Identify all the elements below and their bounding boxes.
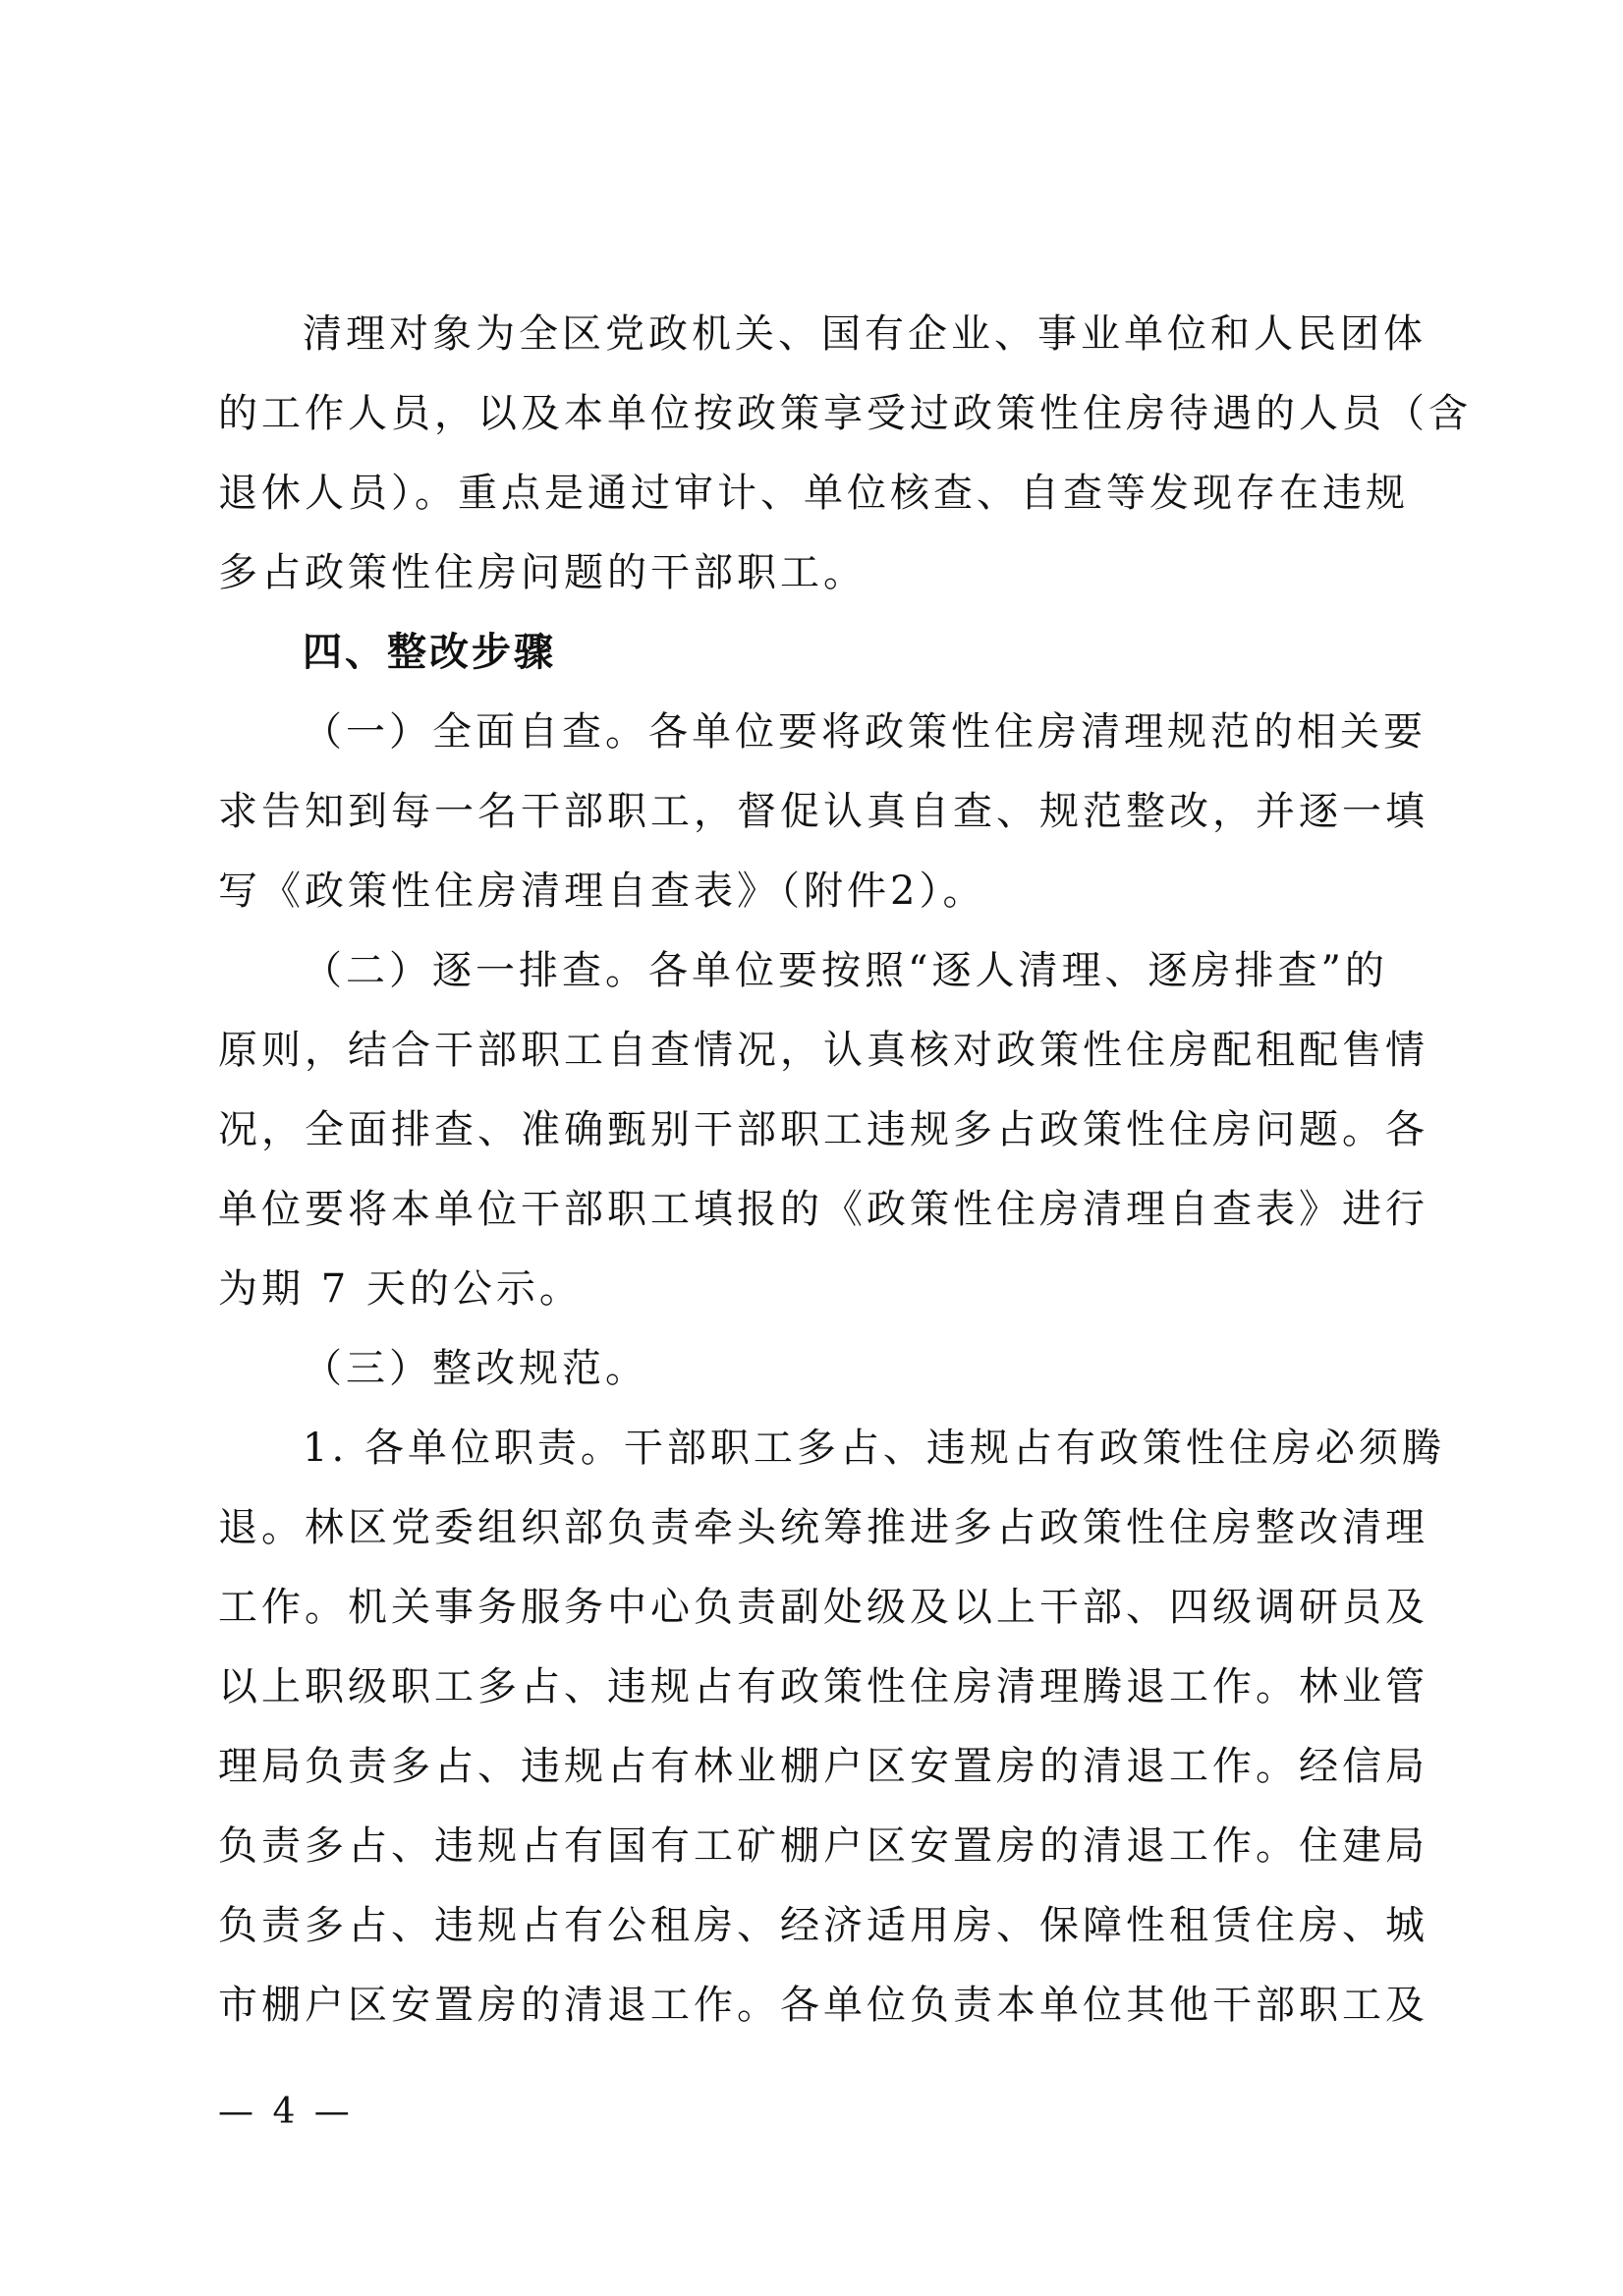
paragraph-line: 理局负责多占、违规占有林业棚户区安置房的清退工作。经信局 — [218, 1744, 1428, 1789]
paragraph-line: 写《政策性住房清理自查表》（附件2）。 — [218, 868, 986, 914]
paragraph-line: 单位要将本单位干部职工填报的《政策性住房清理自查表》进行 — [218, 1187, 1428, 1232]
paragraph-line: （一）全面自查。各单位要将政策性住房清理规范的相关要 — [303, 709, 1427, 755]
paragraph-line: 以上职级职工多占、违规占有政策性住房清理腾退工作。林业管 — [218, 1664, 1428, 1709]
paragraph-line: 市棚户区安置房的清退工作。各单位负责本单位其他干部职工及 — [218, 1983, 1428, 2028]
paragraph-line: 负责多占、违规占有国有工矿棚户区安置房的清退工作。住建局 — [218, 1823, 1428, 1869]
section-heading: 四、整改步骤 — [303, 630, 556, 675]
paragraph-line: 清理对象为全区党政机关、国有企业、事业单位和人民团体 — [303, 311, 1427, 357]
paragraph-line: 多占政策性住房问题的干部职工。 — [218, 550, 867, 595]
paragraph-line: 退休人员）。重点是通过审计、单位核查、自查等发现存在违规 — [218, 471, 1409, 516]
paragraph-line: 工作。机关事务服务中心负责副处级及以上干部、四级调研员及 — [218, 1585, 1428, 1630]
document-body — [218, 295, 1472, 2045]
paragraph-line: （二）逐一排查。各单位要按照“逐人清理、逐房排查”的 — [303, 948, 1388, 993]
paragraph-line: 退。林区党委组织部负责牵头统筹推进多占政策性住房整改清理 — [218, 1505, 1428, 1550]
paragraph-line: 的工作人员，以及本单位按政策享受过政策性住房待遇的人员（含 — [218, 391, 1472, 436]
paragraph-line: （三）整改规范。 — [303, 1346, 648, 1391]
paragraph-line: 为期 7 天的公示。 — [218, 1266, 583, 1312]
paragraph-line: 求告知到每一名干部职工，督促认真自查、规范整改，并逐一填 — [218, 789, 1428, 834]
paragraph-line: 原则，结合干部职工自查情况，认真核对政策性住房配租配售情 — [218, 1028, 1428, 1073]
paragraph-line: 负责多占、违规占有公租房、经济适用房、保障性租赁住房、城 — [218, 1903, 1428, 1948]
paragraph-line: 况，全面排查、准确甄别干部职工违规多占政策性住房问题。各 — [218, 1107, 1428, 1152]
page-number: — 4 — — [218, 2092, 354, 2132]
paragraph-line: 1. 各单位职责。干部职工多占、违规占有政策性住房必须腾 — [303, 1426, 1445, 1471]
